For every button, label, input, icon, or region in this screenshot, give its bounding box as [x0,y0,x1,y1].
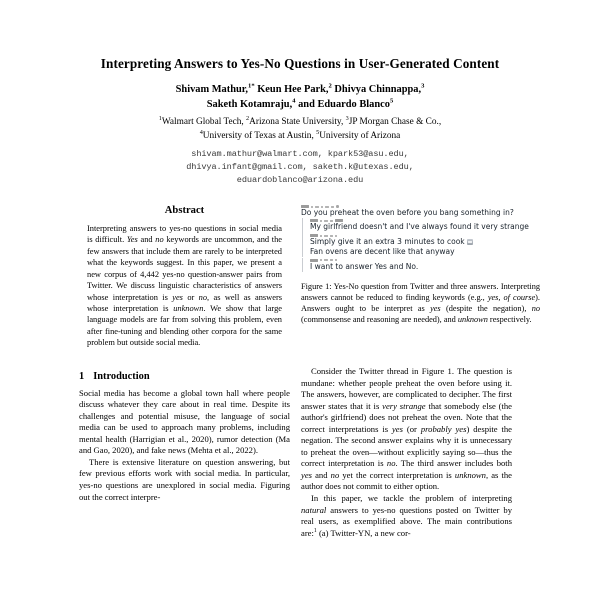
rp1-kw-no: no [330,469,340,480]
author-line-2 [60,98,540,113]
oven-emoji-icon [467,239,473,245]
figure-1 [301,204,540,326]
affil-mark: 2 [246,115,250,123]
rp1-seg: and [311,469,331,480]
affil-walmart: Walmart Global Tech, [161,117,244,128]
abstract-kw-no: no [155,235,164,245]
rp2-seg: (a) Twitter-YN, a new cor- [316,527,411,538]
tweet-question-text: Do you preheat the oven before you bang something in? [301,208,514,217]
author-line-1 [60,83,540,98]
affil-mark: 3 [345,115,349,123]
left-column [79,205,290,503]
rp2-kw-natural: natural [301,504,327,515]
rp2-seg: answers to yes-no questions posted on Twitter by real users, as exemplified above. The main contributions are: [301,504,512,538]
affil-jpmc: JP Morgan Chase & Co., [348,117,442,128]
author-list [60,83,540,113]
abstract-seg: keywords are uncommon, and the few answers that include them are rarely to be interpreted what the keywords suggest. In this paper, we present a new corpus of 4,442 yes-no question-answer pairs from Twitter. We discuss linguistic characteristics of answers whose interpretation is [87,235,283,302]
intro-paragraph-2: There is extensive literature on question answering, but few previous efforts work with social media. In particular, yes-no questions are unexplored in social media. Figuring out the correct interpre- [79,456,290,502]
author-footnote-asterisk: * [251,82,255,90]
rp1-seg: Consider the Twitter thread in Figure 1. The question is mundane: whether people preheat the oven before using it. The answers, however, are complicated to decipher. The first answer states that it is [301,366,512,411]
rp1-kw-probably-yes: probably yes [420,423,467,434]
affil-arizona: University of Arizona [319,130,401,141]
page-title: Interpreting Answers to Yes-No Questions in User-Generated Content [100,56,500,71]
affiliation-line-2 [60,130,540,143]
affil-utexas: University of Texas at Austin, [202,130,314,141]
author-affil-mark: 3 [421,82,425,90]
abstract-kw-yes: yes [172,292,183,302]
rp1-seg: yet the correct interpretation is [339,469,455,480]
rp1-kw-unknown: unknown [454,469,486,480]
abstract-heading: Abstract [164,205,205,216]
right-paragraph-1 [301,366,512,493]
caption-seg: Figure 1: Yes-No question from Twitter and three answers. Interpreting answers cannot be reduced to finding keywords (e.g., [301,281,540,303]
abstract-seg: . We show that large language models are far from solving this problem, even after fine-tuning and blending other corpora for the same problem but outside social media. [87,303,282,348]
twitter-thread [301,204,540,272]
affiliation-list [60,116,540,142]
right-column [301,366,512,539]
section-heading-introduction [79,371,290,382]
email-line-1: shivam.mathur@walmart.com, kpark53@asu.edu, [191,148,409,159]
abstract-kw-unknown: unknown [173,303,204,313]
rp1-seg: ) despite the negation. The second answer explains why it is unnecessary to preheat the oven—without explicitly saying so—thus the correct interpretation is [301,423,512,469]
rp1-seg: , as the author does not commit to either option. [301,469,512,492]
affil-mark: 4 [199,128,203,136]
author-affil-mark: 2 [328,82,332,90]
right-paragraph-2 [301,493,512,539]
author-shivam-mathur: Shivam Mathur, [175,83,249,95]
tweet-reply-3[interactable] [302,258,540,272]
tweet-reply-2-line-2: Fan ovens are decent like that anyway [310,246,455,256]
affiliation-line-1 [60,116,540,129]
caption-kw-no: no [531,304,540,314]
author-affil-mark: 5 [389,97,394,105]
caption-seg: (despite the negation), [440,304,532,314]
caption-kw-unknown: unknown [457,315,488,325]
author-affil-mark: 1 [248,82,252,90]
rp1-kw-yes: yes [301,469,312,480]
caption-kw-yes-of-course: yes, of course [487,293,536,303]
author-affil-mark: 4 [292,97,296,105]
caption-seg: ). Answers ought to be interpret as [301,293,540,314]
rp1-kw-yes: yes [391,423,403,434]
tweet-question[interactable] [301,204,540,218]
abstract-seg: , as well as answers whose interpretation is [87,292,282,313]
rp1-seg: that somebody else (the author's girlfriend) does not preheat the oven. Note that the correct interpretations is [301,400,512,434]
abstract-kw-yes: Yes [126,235,138,245]
tweet-reply-1-text: My girlfriend doesn't and I've always found it very strange [310,222,529,232]
abstract-seg: or [182,292,199,302]
rp1-seg: . The third answer includes both [395,458,512,469]
footnote-marker-1[interactable]: 1 [313,527,317,534]
caption-seg: respectively. [487,315,532,325]
affil-mark: 5 [316,128,320,136]
caption-seg: (commonsense and reasoning are needed), and [301,315,458,325]
rp1-seg: (or [402,423,421,434]
author-keun-hee-park: Keun Hee Park, [257,83,329,95]
tweet-reply-2-line-1: Simply give it an extra 3 minutes to cook [310,237,465,247]
section-number: 1 [79,370,85,382]
intro-paragraph-1: Social media has become a global town hall where people discuss whatever they care about in real time. Despite its challenges and potential misuse, the language of social media can be used to approach many problems, including mental health (Harrigian et al., 2020), rumor detection (Ma and Gao, 2020), and fake news (Mehta et al., 2022). [79,387,290,456]
author-conjunction: and [298,98,315,110]
title-block [60,56,540,187]
rp2-seg: In this paper, we tackle the problem of interpreting [311,493,512,504]
affil-asu: Arizona State University, [249,117,344,128]
author-dhivya-chinnappa: Dhivya Chinnappa, [334,83,422,95]
caption-kw-yes: yes [430,304,441,314]
rp1-kw: very strange [382,400,426,411]
abstract-text [79,223,290,349]
figure-1-caption [301,281,540,326]
email-line-2: dhivya.infant@gmail.com, saketh.k@utexas.edu, [186,161,414,172]
tweet-reply-1[interactable] [302,218,540,232]
email-list [60,148,540,187]
abstract-kw-no: no [198,292,208,302]
section-title: Introduction [93,370,150,382]
abstract-seg: Interpreting answers to yes-no questions in social media is difficult. [87,224,282,245]
email-line-3: eduardoblanco@arizona.edu [236,174,364,185]
author-eduardo-blanco: Eduardo Blanco [317,98,390,110]
tweet-reply-2[interactable] [302,233,540,257]
rp1-kw-no: no [386,458,396,469]
author-saketh-kotamraju: Saketh Kotamraju, [206,98,293,110]
tweet-reply-3-text: I want to answer Yes and No. [310,261,419,271]
abstract-seg: and [137,235,156,245]
affil-mark: 1 [158,115,162,123]
